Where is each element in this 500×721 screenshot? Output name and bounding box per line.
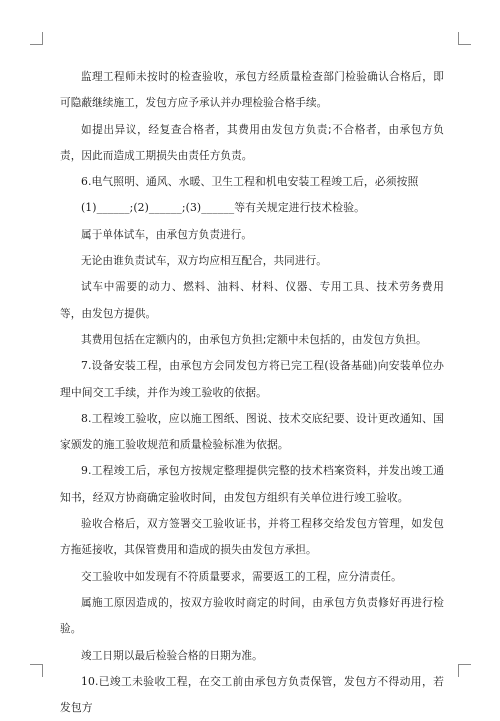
paragraph-3: 6.电气照明、通风、水暖、卫生工程和机电安装工程竣工后，必须按照 (81, 175, 419, 189)
paragraph-15: 竣工日期以最后检验合格的日期为准。 (81, 649, 263, 662)
paragraph-11: 9.工程竣工后，承包方按规定整理提供完整的技术档案资料，并发出竣工通知书，经双方协商确定验收时间，由发包方组织有关单位进行竣工验收。 (60, 464, 444, 504)
paragraph-6: 无论由谁负责试车，双方均应相互配合，共同进行。 (81, 255, 327, 268)
paragraph-5: 属于单体试车，由承包方负责进行。 (81, 228, 253, 241)
paragraph-13: 交工验收中如发现有不符质量要求，需要返工的工程，应分清责任。 (81, 570, 402, 583)
paragraph-14: 属施工原因造成的，按双方验收时商定的时间，由承包方负责修好再进行检验。 (60, 596, 444, 636)
paragraph-8: 其费用包括在定额内的，由承包方负担;定额中未包括的，由发包方负担。 (81, 333, 427, 346)
document-body (60, 64, 444, 721)
crop-mark-bottom-right (458, 664, 471, 677)
crop-mark-top-left (30, 32, 43, 45)
paragraph-16: 10.已竣工未验收工程，在交工前由承包方负责保管，发包方不得动用，若发包方 (60, 674, 444, 715)
paragraph-2: 如提出异议，经复查合格者，其费用由发包方负责;不合格者，由承包方负责，因此而造成工期损失由责任方负责。 (60, 123, 444, 162)
crop-mark-bottom-left (30, 664, 43, 677)
paragraph-12: 验收合格后，双方签署交工验收证书，并将工程移交给发包方管理，如发包方拖延接收，其保管费用和造成的损失由发包方承担。 (60, 518, 444, 557)
paragraph-1: 监理工程师未按时的检查验收，承包方经质量检查部门检验确认合格后，即可隐蔽继续施工，发包方应予承认并办理检验合格手续。 (60, 71, 444, 110)
paragraph-9: 7.设备安装工程，由承包方会同发包方将已完工程(设备基础)向安装单位办理中间交工手续，并作为竣工验收的依据。 (60, 359, 444, 399)
paragraph-10: 8.工程竣工验收，应以施工图纸、图说、技术交底纪要、设计更改通知、国家颁发的施工验收规范和质量检验标准为依据。 (60, 411, 444, 452)
paragraph-7: 试车中需要的动力、燃料、油料、材料、仪器、专用工具、技术劳务费用等，由发包方提供。 (60, 281, 444, 320)
crop-mark-top-right (458, 32, 471, 45)
paragraph-4: (1)______;(2)______;(3)______等有关规定进行技术检验。 (81, 201, 365, 215)
